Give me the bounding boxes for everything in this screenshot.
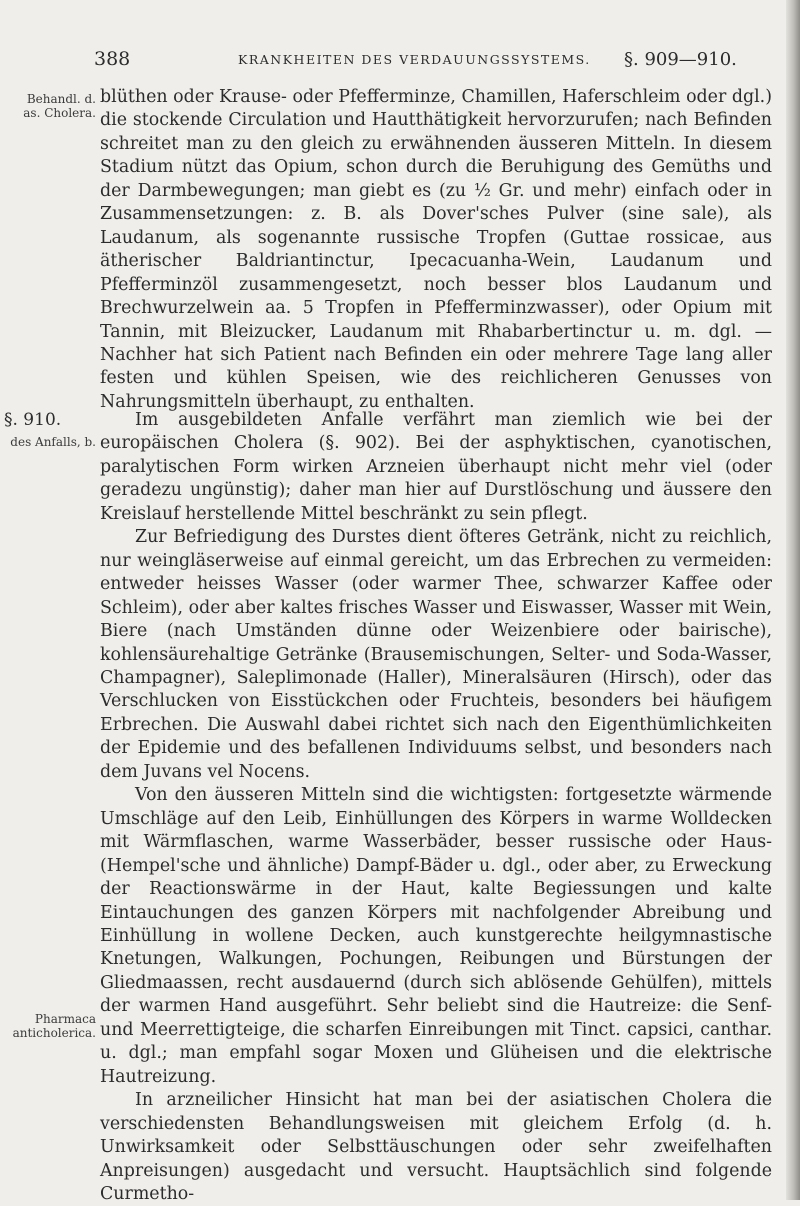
running-title: KRANKHEITEN DES VERDAUUNGSSYSTEMS.: [238, 52, 591, 67]
paragraph-5: In arzneilicher Hinsicht hat man bei der asiatischen Cholera die verschiedensten Behandlungsweisen mit gleichem Erfolg (d. h. Unwirksamkeit oder Selbsttäuschungen oder sehr zweifelhaften Anpreisungen) ausgedacht und versucht. Hauptsächlich sind folgende Curmetho-: [100, 1090, 772, 1204]
paragraph-3: Zur Befriedigung des Durstes dient öfteres Getränk, nicht zu reichlich, nur weingläserweise auf einmal gereicht, um das Erbrechen zu vermeiden: entweder heisses Wasser (oder warmer Thee, schwarzer Kaffee oder Schleim), oder aber kaltes frisches Wasser und Eiswasser, Wasser mit Wein, Biere (nach Umständen dünne oder Weizenbiere oder bairische), kohlensäurehaltige Getränke (Brausemischungen, Selter- und Soda-Wasser, Champagner), Saleplimonade (Haller), Mineralsäuren (Hirsch), oder das Verschlucken von Eisstückchen oder Fruchteis, besonders bei häufigem Erbrechen. Die Auswahl dabei richtet sich nach den Eigenthümlichkeiten der Epidemie und des befallenen Individuums selbst, und besonders nach dem Juvans vel Nocens.: [100, 527, 772, 782]
marginal-note-pharmaca: Pharmaca anticholerica.: [12, 1012, 96, 1040]
paragraph-2: Im ausgebildeten Anfalle verfährt man ziemlich wie bei der europäischen Cholera (§. 902). Bei der asphyktischen, cyanotischen, paralytischen Form wirken Arzneien überhaupt nicht mehr viel (oder geradezu ungünstig); daher man hier auf Durstlöschung und äussere den Kreislauf herstellende Mittel beschränkt zu sein pflegt.: [100, 410, 772, 524]
section-range: §. 909—910.: [624, 49, 737, 70]
marginal-note-treatment: Behandl. d. as. Cholera.: [23, 92, 96, 120]
section-number-910: §. 910.: [4, 410, 62, 430]
paragraph-1: blüthen oder Krause- oder Pfefferminze, Chamillen, Haferschleim oder dgl.) die stockende Circulation und Hautthätigkeit hervorzurufen; nach Befinden schreitet man zu den gleich zu erwähnenden äusseren Mitteln. In diesem Stadium nützt das Opium, schon durch die Beruhigung des Gemüths und der Darmbewegungen; man giebt es (zu ½ Gr. und mehr) einfach oder in Zusammensetzungen: z. B. als Dover'sches Pulver (sine sale), als Laudanum, als sogenannte russische Tropfen (Guttae rossicae, aus ätherischer Baldriantinctur, Ipecacuanha-Wein, Laudanum und Pfefferminzöl zusammengesetzt, noch besser blos Laudanum und Brechwurzelwein aa. 5 Tropfen in Pfefferminzwasser), oder Opium mit Tannin, mit Bleizucker, Laudanum mit Rhabarbertinctur u. m. dgl. — Nachher hat sich Patient nach Befinden ein oder mehrere Tage lang aller festen und kühlen Speisen, wie des reichlicheren Genusses von Nahrungsmitteln überhaupt, zu enthalten.: [100, 87, 772, 412]
marginal-note-attack: des Anfalls, b.: [10, 435, 96, 449]
paragraph-4: Von den äusseren Mitteln sind die wichtigsten: fortgesetzte wärmende Umschläge auf den Leib, Einhüllungen des Körpers in warme Wolldecken mit Wärmflaschen, warme Wasserbäder, besser russische oder Haus- (Hempel'sche und ähnliche) Dampf-Bäder u. dgl., oder aber, zu Erweckung der Reactionswärme in der Haut, kalte Begiessungen und kalte Eintauchungen des ganzen Körpers mit nachfolgender Abreibung und Einhüllung in wollene Decken, auch kunstgerechte heilgymnastische Knetungen, Walkungen, Pochungen, Reibungen und Bürstungen der Gliedmaassen, recht ausdauernd (durch sich ablösende Gehülfen), mittels der warmen Hand ausgeführt. Sehr beliebt sind die Hautreize: die Senf- und Meerrettigteige, die scharfen Einreibungen mit Tinct. capsici, canthar. u. dgl.; man empfahl sogar Moxen und Glüheisen und die elektrische Hautreizung.: [100, 785, 772, 1087]
body-text-910: [100, 409, 772, 1206]
page-number: 388: [94, 48, 131, 70]
body-text: [100, 86, 772, 414]
page-header: [0, 48, 800, 78]
page-spine-edge: [786, 0, 800, 1200]
